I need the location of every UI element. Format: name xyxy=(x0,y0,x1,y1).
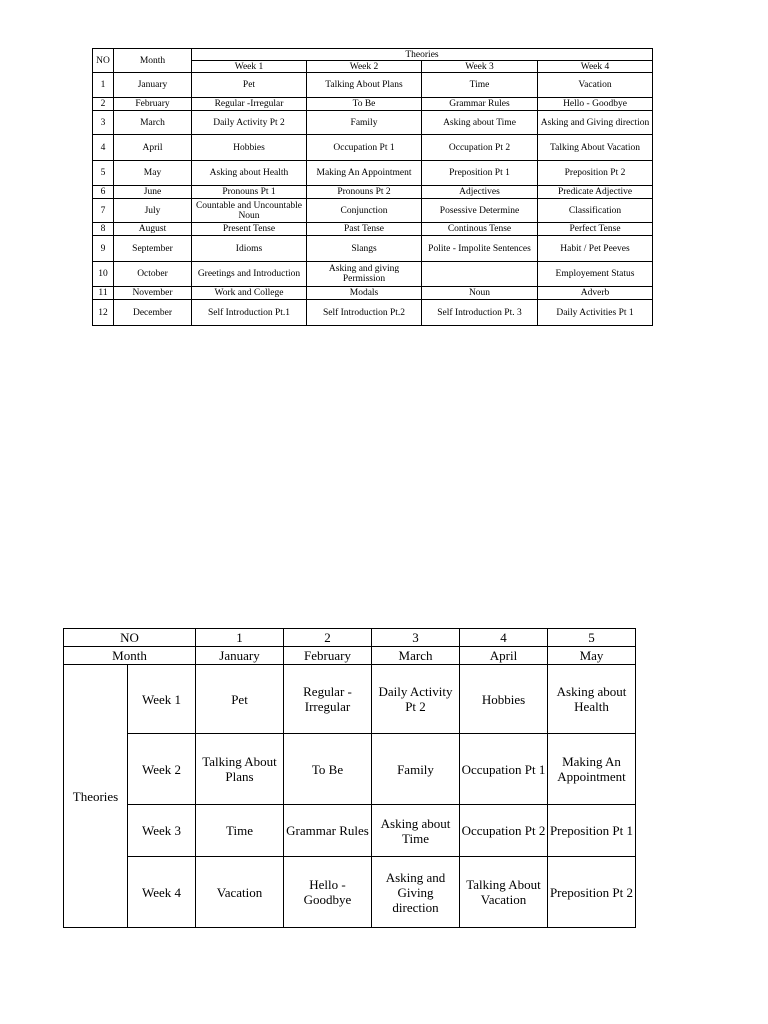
week-1-cell: Idioms xyxy=(192,236,307,262)
theory-cell: Occupation Pt 2 xyxy=(460,805,548,857)
theory-cell: Grammar Rules xyxy=(284,805,372,857)
theory-cell: Occupation Pt 1 xyxy=(460,734,548,805)
table-row xyxy=(93,300,653,326)
week-4-cell: Hello - Goodbye xyxy=(538,98,653,111)
table-row xyxy=(93,186,653,199)
table-row xyxy=(93,111,653,135)
theory-cell: Family xyxy=(372,734,460,805)
theory-cell: Asking and Giving direction xyxy=(372,857,460,928)
no-cell: 12 xyxy=(93,300,114,326)
week-2-cell: Making An Appointment xyxy=(307,161,422,186)
number-cell: 2 xyxy=(284,629,372,647)
table-row xyxy=(93,223,653,236)
theory-cell: Pet xyxy=(196,665,284,734)
week-3-cell: Asking about Time xyxy=(422,111,538,135)
table-month-row xyxy=(64,647,636,665)
week-1-cell: Regular -Irregular xyxy=(192,98,307,111)
table-row xyxy=(93,262,653,287)
theory-cell: Hobbies xyxy=(460,665,548,734)
week-3-cell: Continous Tense xyxy=(422,223,538,236)
month-cell: June xyxy=(114,186,192,199)
week-4-cell: Preposition Pt 2 xyxy=(538,161,653,186)
header-week-4: Week 4 xyxy=(538,61,653,73)
month-cell: November xyxy=(114,287,192,300)
week-1-cell: Present Tense xyxy=(192,223,307,236)
week-2-cell: Talking About Plans xyxy=(307,73,422,98)
month-cell: July xyxy=(114,199,192,223)
month-cell: January xyxy=(114,73,192,98)
week-3-cell: Posessive Determine xyxy=(422,199,538,223)
month-cell: August xyxy=(114,223,192,236)
transposed-theories-table xyxy=(63,628,636,928)
week-2-cell: Asking and giving Permission xyxy=(307,262,422,287)
week-4-cell: Perfect Tense xyxy=(538,223,653,236)
week-label: Week 4 xyxy=(128,857,196,928)
month-cell: May xyxy=(548,647,636,665)
week-4-cell: Vacation xyxy=(538,73,653,98)
week-label: Week 3 xyxy=(128,805,196,857)
month-cell: April xyxy=(460,647,548,665)
week-4-cell: Classification xyxy=(538,199,653,223)
month-cell: October xyxy=(114,262,192,287)
month-cell: April xyxy=(114,135,192,161)
month-cell: March xyxy=(372,647,460,665)
week-2-cell: Conjunction xyxy=(307,199,422,223)
week-2-cell: Self Introduction Pt.2 xyxy=(307,300,422,326)
week-3-cell: Noun xyxy=(422,287,538,300)
header-week-1: Week 1 xyxy=(192,61,307,73)
week-label: Week 1 xyxy=(128,665,196,734)
number-cell: 4 xyxy=(460,629,548,647)
no-cell: 6 xyxy=(93,186,114,199)
no-cell: 2 xyxy=(93,98,114,111)
week-4-cell: Habit / Pet Peeves xyxy=(538,236,653,262)
week-2-cell: Occupation Pt 1 xyxy=(307,135,422,161)
week-2-cell: Slangs xyxy=(307,236,422,262)
week-1-cell: Pronouns Pt 1 xyxy=(192,186,307,199)
week-3-cell: Grammar Rules xyxy=(422,98,538,111)
week-3-cell: Polite - Impolite Sentences xyxy=(422,236,538,262)
no-label: NO xyxy=(64,629,196,647)
table-row xyxy=(93,236,653,262)
week-1-cell: Hobbies xyxy=(192,135,307,161)
week-3-cell: Time xyxy=(422,73,538,98)
week-3-cell: Preposition Pt 1 xyxy=(422,161,538,186)
table-header-row xyxy=(93,49,653,61)
month-cell: May xyxy=(114,161,192,186)
theory-cell: Preposition Pt 2 xyxy=(548,857,636,928)
theory-cell: Asking about Time xyxy=(372,805,460,857)
week-1-cell: Pet xyxy=(192,73,307,98)
header-theories: Theories xyxy=(192,49,653,61)
week-4-cell: Talking About Vacation xyxy=(538,135,653,161)
week-4-cell: Daily Activities Pt 1 xyxy=(538,300,653,326)
no-cell: 9 xyxy=(93,236,114,262)
week-2-cell: Modals xyxy=(307,287,422,300)
table-row xyxy=(93,199,653,223)
monthly-theories-table xyxy=(92,48,653,326)
theory-cell: Talking About Vacation xyxy=(460,857,548,928)
week-3-cell: Adjectives xyxy=(422,186,538,199)
theory-cell: Vacation xyxy=(196,857,284,928)
week-2-cell: Past Tense xyxy=(307,223,422,236)
header-week-2: Week 2 xyxy=(307,61,422,73)
no-cell: 1 xyxy=(93,73,114,98)
week-label: Week 2 xyxy=(128,734,196,805)
month-cell: December xyxy=(114,300,192,326)
week-1-cell: Countable and Uncountable Noun xyxy=(192,199,307,223)
week-row xyxy=(64,857,636,928)
no-cell: 5 xyxy=(93,161,114,186)
number-cell: 5 xyxy=(548,629,636,647)
no-cell: 11 xyxy=(93,287,114,300)
header-month: Month xyxy=(114,49,192,73)
table-number-row xyxy=(64,629,636,647)
theory-cell: Regular - Irregular xyxy=(284,665,372,734)
week-3-cell xyxy=(422,262,538,287)
month-cell: September xyxy=(114,236,192,262)
table-row xyxy=(93,135,653,161)
table-row xyxy=(93,98,653,111)
theory-cell: Daily Activity Pt 2 xyxy=(372,665,460,734)
theory-cell: Making An Appointment xyxy=(548,734,636,805)
no-cell: 3 xyxy=(93,111,114,135)
month-label: Month xyxy=(64,647,196,665)
week-1-cell: Self Introduction Pt.1 xyxy=(192,300,307,326)
theory-cell: Preposition Pt 1 xyxy=(548,805,636,857)
week-1-cell: Greetings and Introduction xyxy=(192,262,307,287)
number-cell: 3 xyxy=(372,629,460,647)
week-1-cell: Work and College xyxy=(192,287,307,300)
number-cell: 1 xyxy=(196,629,284,647)
header-week-3: Week 3 xyxy=(422,61,538,73)
week-3-cell: Occupation Pt 2 xyxy=(422,135,538,161)
table-row xyxy=(93,73,653,98)
month-cell: February xyxy=(284,647,372,665)
week-row xyxy=(64,665,636,734)
theory-cell: To Be xyxy=(284,734,372,805)
week-1-cell: Daily Activity Pt 2 xyxy=(192,111,307,135)
month-cell: January xyxy=(196,647,284,665)
theory-cell: Asking about Health xyxy=(548,665,636,734)
theories-label: Theories xyxy=(64,665,128,928)
week-4-cell: Employement Status xyxy=(538,262,653,287)
no-cell: 10 xyxy=(93,262,114,287)
week-4-cell: Asking and Giving direction xyxy=(538,111,653,135)
week-row xyxy=(64,734,636,805)
week-1-cell: Asking about Health xyxy=(192,161,307,186)
theory-cell: Talking About Plans xyxy=(196,734,284,805)
theory-cell: Hello - Goodbye xyxy=(284,857,372,928)
table-row xyxy=(93,161,653,186)
theory-cell: Time xyxy=(196,805,284,857)
week-4-cell: Adverb xyxy=(538,287,653,300)
month-cell: February xyxy=(114,98,192,111)
week-3-cell: Self Introduction Pt. 3 xyxy=(422,300,538,326)
month-cell: March xyxy=(114,111,192,135)
header-no: NO xyxy=(93,49,114,73)
week-row xyxy=(64,805,636,857)
week-4-cell: Predicate Adjective xyxy=(538,186,653,199)
table-row xyxy=(93,287,653,300)
no-cell: 7 xyxy=(93,199,114,223)
no-cell: 4 xyxy=(93,135,114,161)
no-cell: 8 xyxy=(93,223,114,236)
week-2-cell: Pronouns Pt 2 xyxy=(307,186,422,199)
week-2-cell: Family xyxy=(307,111,422,135)
week-2-cell: To Be xyxy=(307,98,422,111)
